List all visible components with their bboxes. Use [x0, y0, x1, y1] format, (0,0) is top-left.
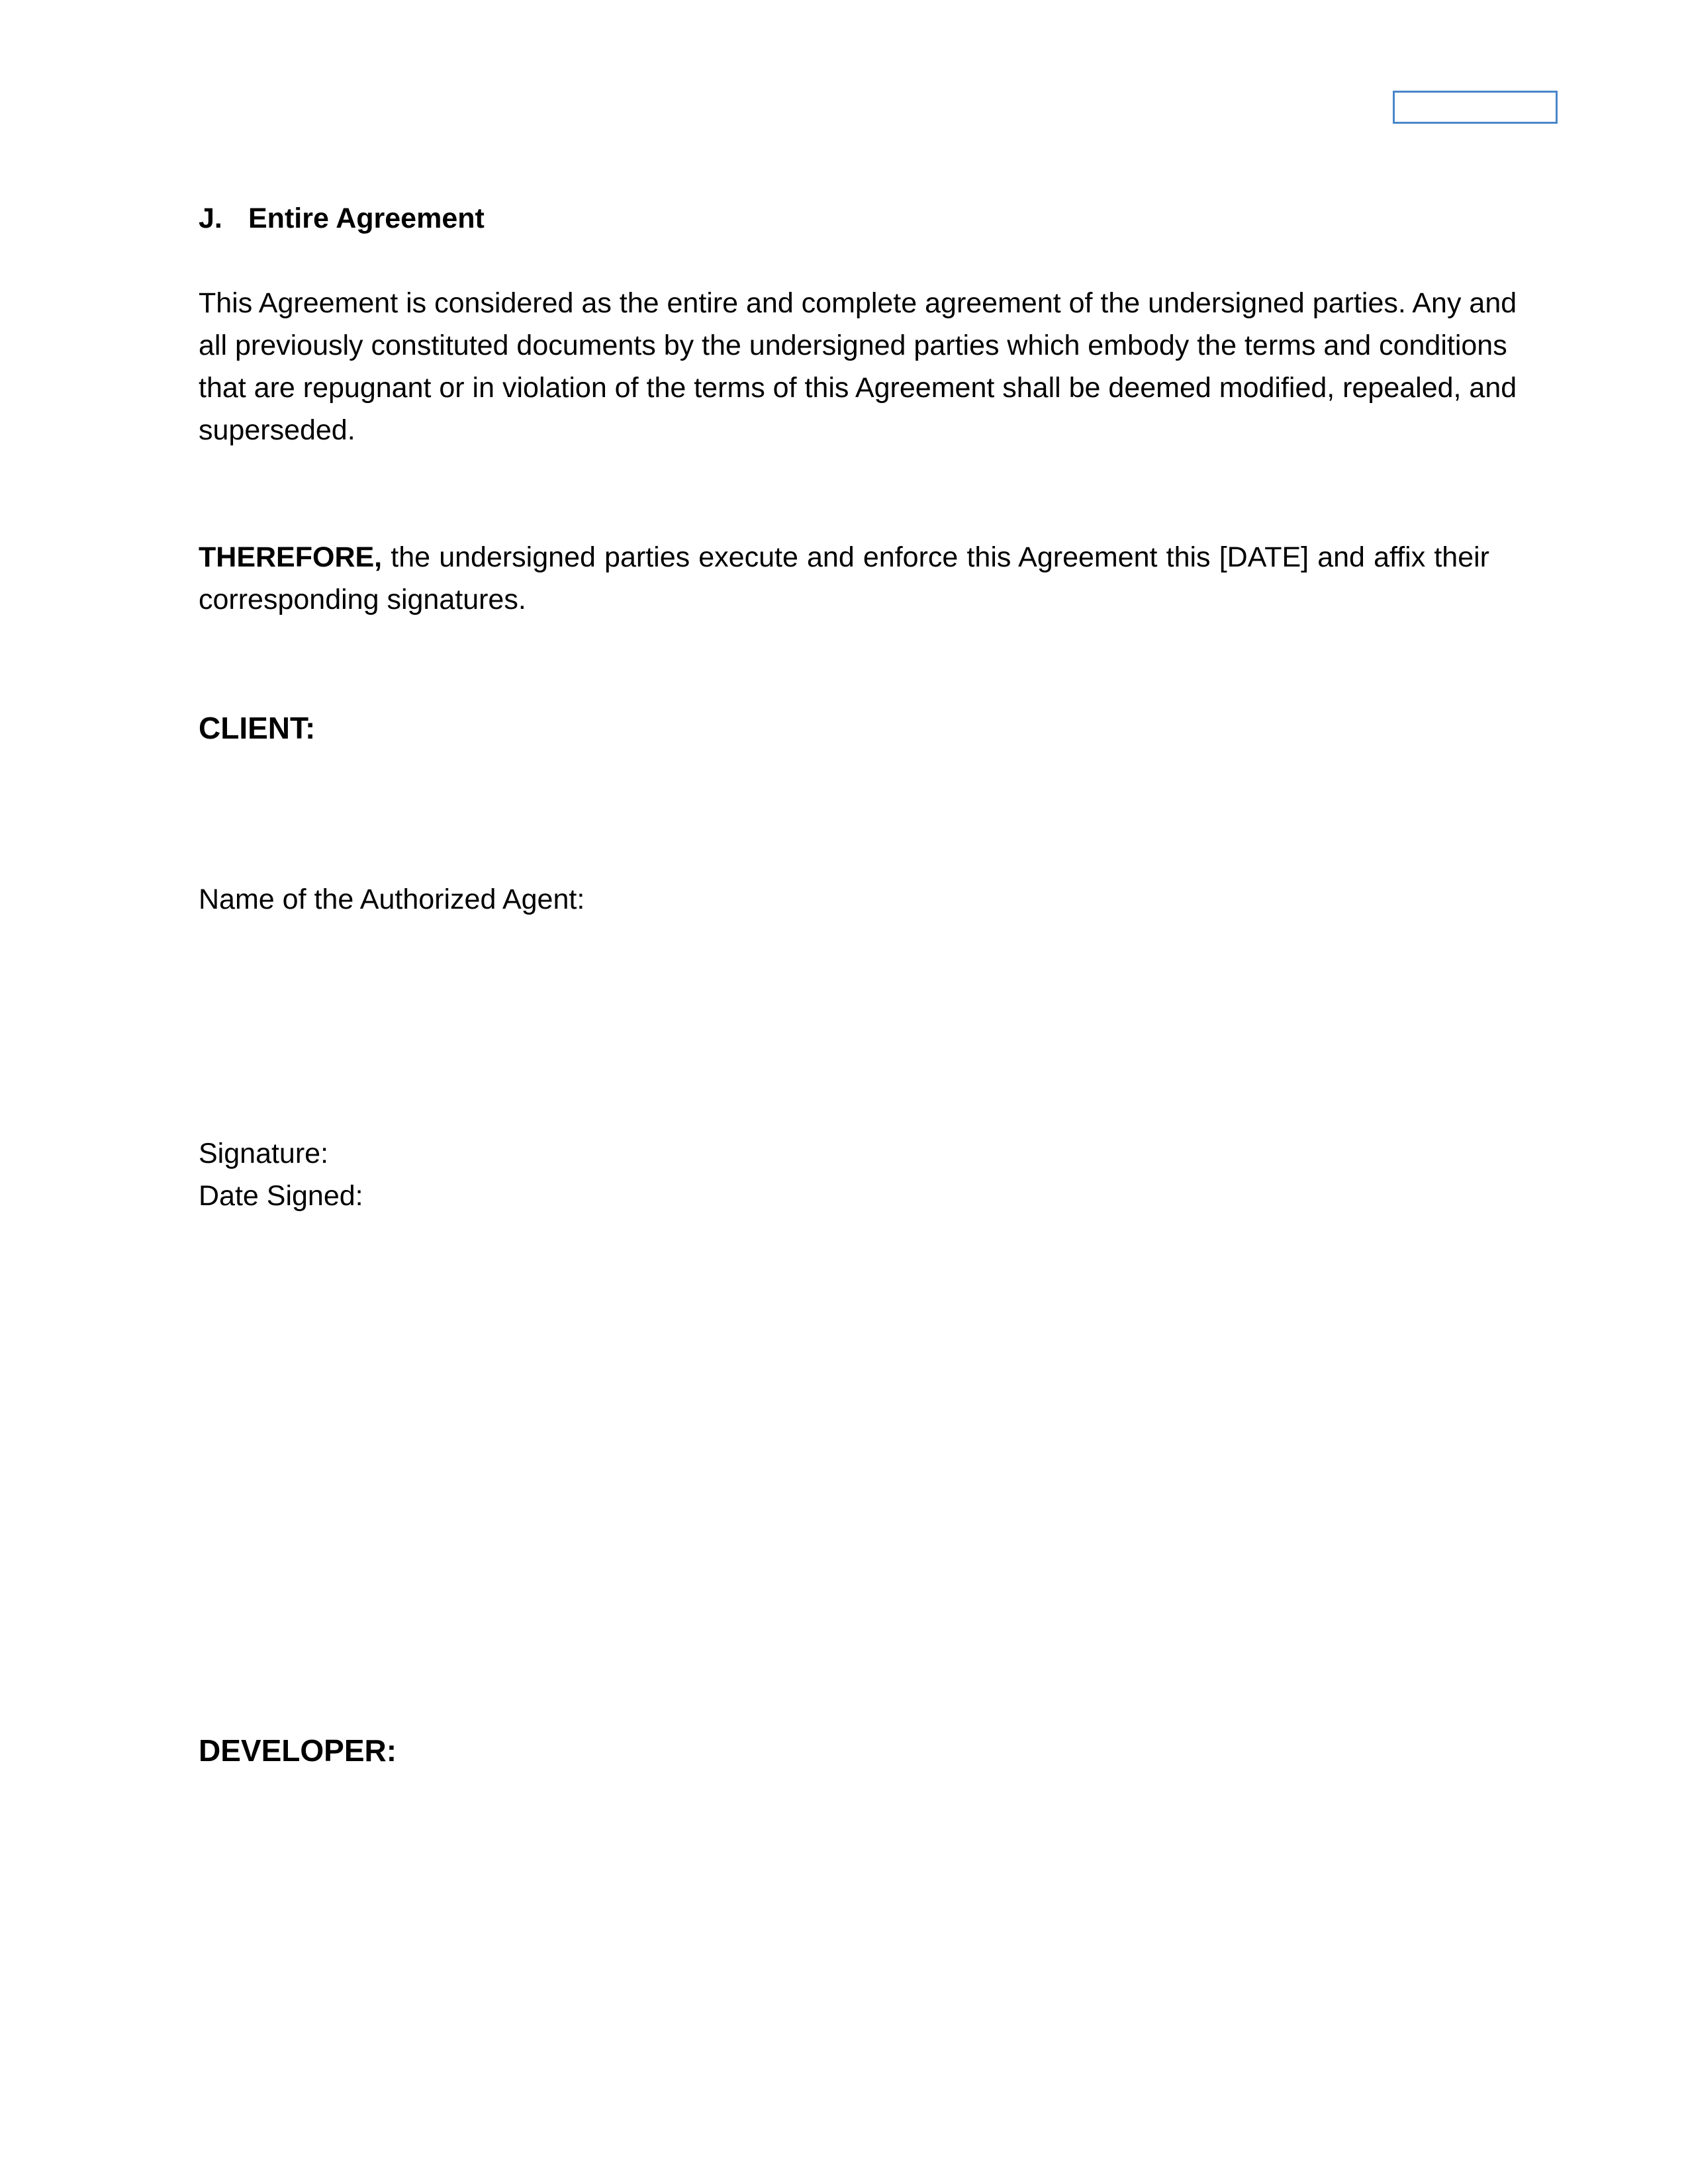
- therefore-lead: THEREFORE,: [199, 541, 383, 573]
- therefore-text: the undersigned parties execute and enforce this Agreement this [DATE] and affix their: [382, 541, 1489, 573]
- section-heading: [199, 197, 485, 240]
- paragraph-line: superseded.: [199, 414, 355, 446]
- section-letter: J.: [199, 203, 222, 234]
- therefore-paragraph: [199, 536, 1489, 621]
- paragraph-line: that are repugnant or in violation of the terms of this Agreement shall be deemed modified, repealed, and: [199, 372, 1517, 404]
- client-heading: CLIENT:: [199, 711, 316, 745]
- entire-agreement-paragraph: [199, 282, 1517, 451]
- section-title: Entire Agreement: [248, 203, 485, 234]
- paragraph-line: corresponding signatures.: [199, 584, 526, 615]
- signature-label: Signature:: [199, 1138, 329, 1169]
- paragraph-line: [199, 536, 1489, 578]
- page-number-box: [1393, 91, 1558, 124]
- paragraph-line: This Agreement is considered as the entire and complete agreement of the undersigned parties. Any and: [199, 287, 1517, 319]
- paragraph-line: all previously constituted documents by the undersigned parties which embody the terms and conditions: [199, 330, 1507, 361]
- date-signed-label: Date Signed:: [199, 1180, 363, 1212]
- authorized-agent-label: Name of the Authorized Agent:: [199, 884, 585, 915]
- developer-heading: DEVELOPER:: [199, 1733, 397, 1768]
